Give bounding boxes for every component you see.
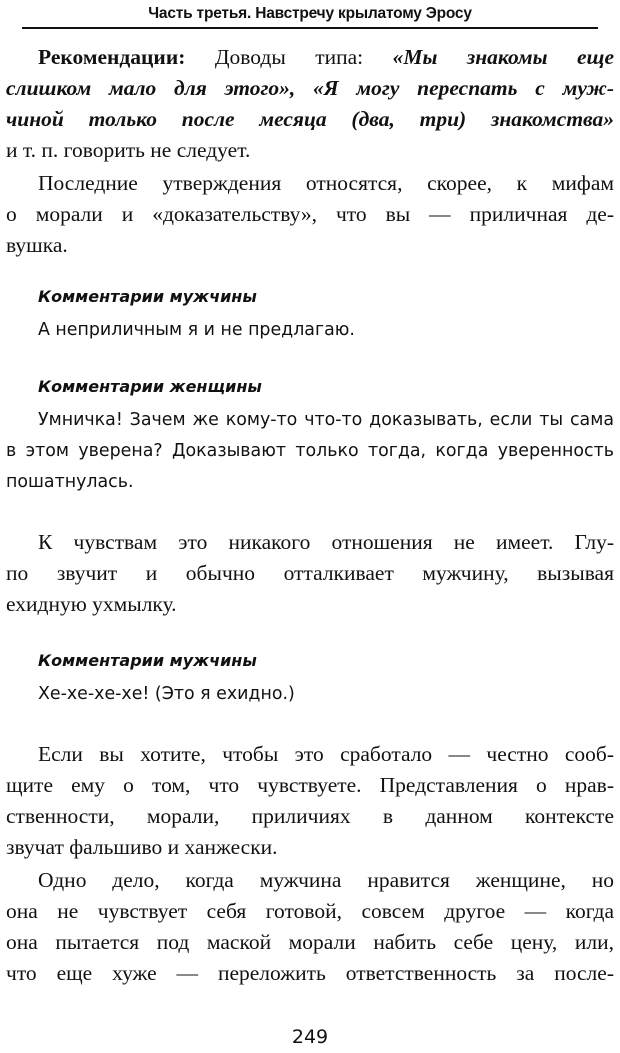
paragraph5-line: она пытается под маской морали набить себе цену, или, [6,930,614,954]
paragraph5-line: она не чувствует себя готовой, совсем другое — когда [6,899,614,923]
paragraph3-line: ехидную ухмылку. [6,592,177,616]
paragraph1-line1-text: Доводы типа: [185,45,393,69]
recommendations-label: Рекомендации: [38,45,186,69]
paragraph4-line: ственности, морали, приличиях в данном контексте [6,804,614,828]
comment-heading-women: Комментарии женщины [38,377,262,396]
paragraph3-line: по звучит и обычно отталкивает мужчину, вызывая [6,561,614,585]
paragraph2-line: о морали и «доказательству», что вы — приличная де- [6,202,614,226]
paragraph3-line: К чувствам это никакого отношения не имеет. Глу- [38,530,614,554]
paragraph1-quote-start: «Мы знакомы еще [392,45,614,69]
paragraph1-line2: слишком мало для этого», «Я могу переспать с муж- [6,76,614,100]
comment1-line: А неприличным я и не предлагаю. [38,320,355,340]
comment3-line: Хе-хе-хе-хе! (Это я ехидно.) [38,684,295,704]
paragraph1-line4: и т. п. говорить не следует. [6,138,251,162]
comment-heading-men: Комментарии мужчины [38,651,257,670]
paragraph2-line: вушка. [6,233,68,257]
comment-heading-men: Комментарии мужчины [38,287,257,306]
page-number: 249 [291,1026,329,1048]
paragraph2-line: Последние утверждения относятся, скорее, к мифам [38,171,614,195]
comment2-line: в этом уверена? Доказывают только тогда, когда уверенность [6,441,614,461]
paragraph5-line: что еще хуже — переложить ответственность за после- [6,961,614,985]
paragraph4-line: щите ему о том, что чувствуете. Представления о нрав- [6,773,614,797]
paragraph1-line3: чиной только после месяца (два, три) знакомства» [6,107,614,131]
paragraph5-line: Одно дело, когда мужчина нравится женщине, но [38,868,614,892]
comment2-line: Умничка! Зачем же кому-то что-то доказывать, если ты сама [38,410,614,430]
header-rule [22,27,598,29]
paragraph1-line1 [6,42,614,73]
comment2-line: пошатнулась. [6,472,134,492]
paragraph4-line: звучат фальшиво и ханжески. [6,835,278,859]
running-title: Часть третья. Навстречу крылатому Эросу [148,5,472,22]
paragraph4-line: Если вы хотите, чтобы это сработало — честно сооб- [38,742,614,766]
